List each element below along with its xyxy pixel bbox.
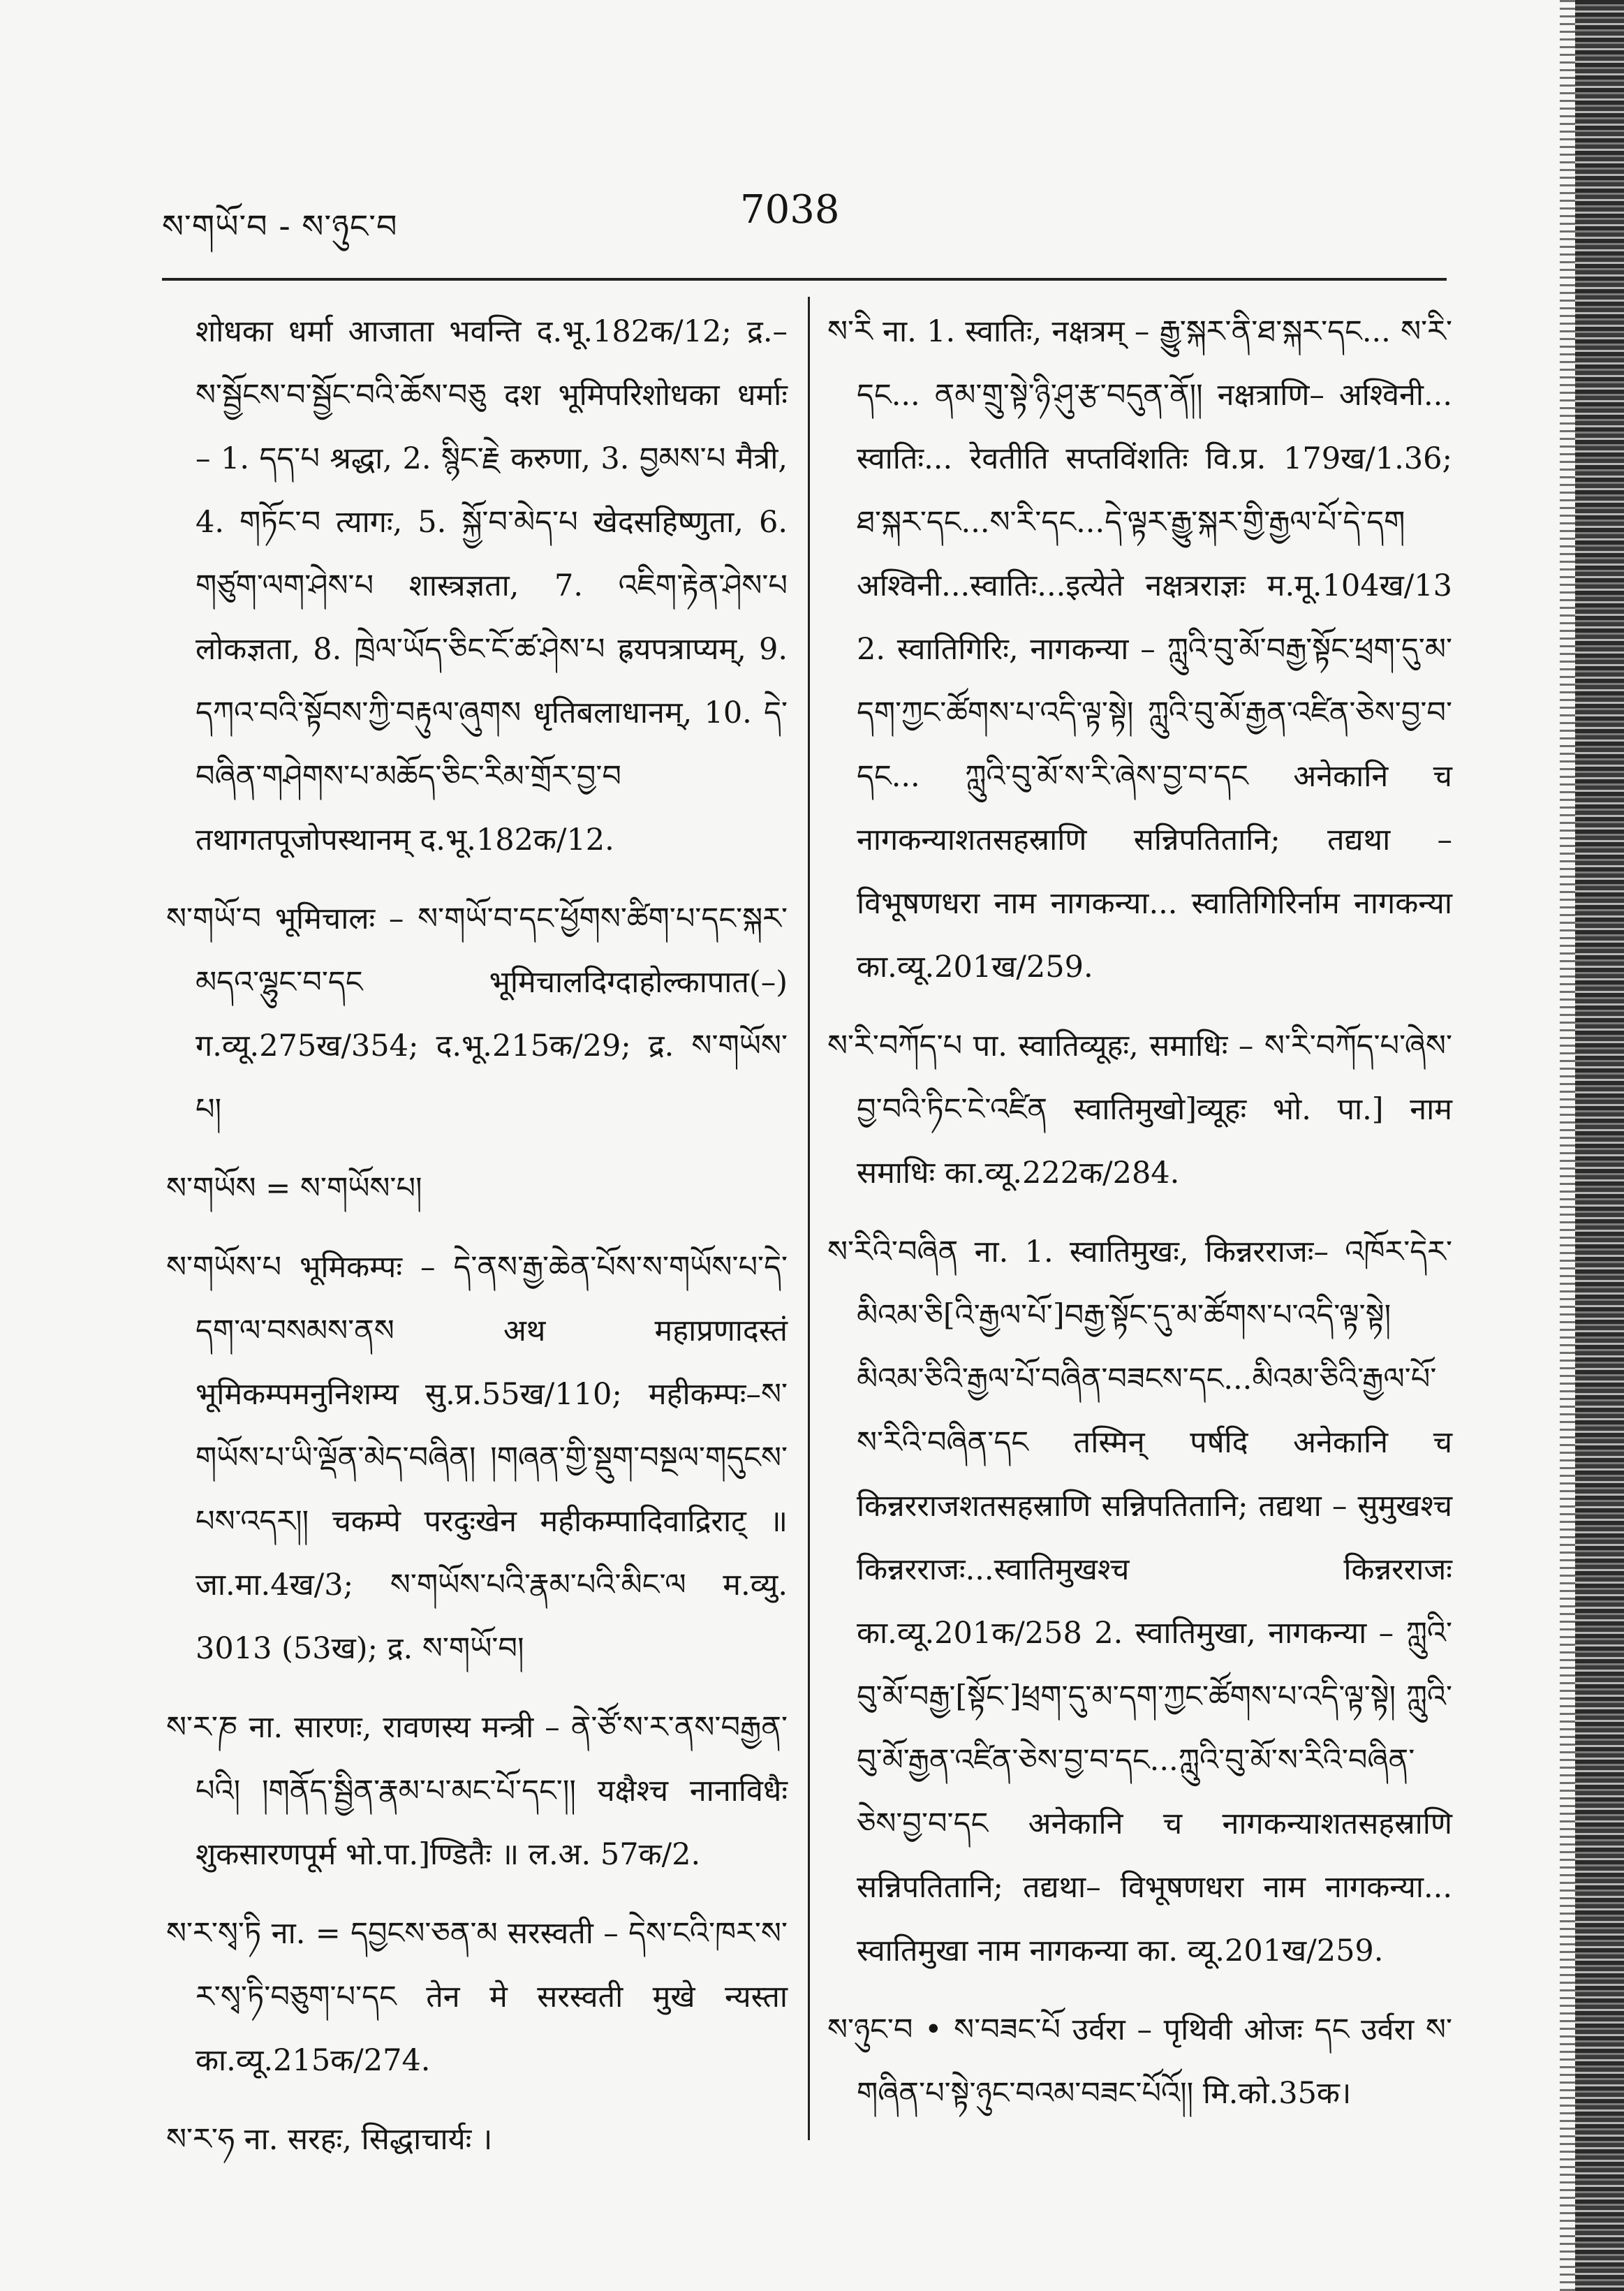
dictionary-entry: ས་གཡོ་བ भूमिचालः – ས་གཡོ་བ་དང་ཕྱོགས་ཚིག་པ་དང་སྐར་མདའ་ལྷུང་བ་དང भूमिचालदिग्दाहोल्कापात(–) ग.व्यू.275ख/354; द.भू.215क/29; द्र. ས་གཡོས་པ། <box>166 901 788 1127</box>
dictionary-entry: ས་རི་བཀོད་པ पा. स्वातिव्यूहः, समाधिः – ས་རི་བཀོད་པ་ཞེས་བྱ་བའི་ཏིང་ངེ་འཛིན स्वातिमुखो]व्यूहः भो. पा.] नाम समाधिः का.व्यू.222क/284. <box>827 1029 1452 1191</box>
dictionary-entry: ས་གཡོས = ས་གཡོས་པ། <box>166 1171 422 1206</box>
dictionary-entry: ས་ར་སྭ་ཏི ना. = དབྱངས་ཅན་མ सरस्वती – དེས་ངའི་ཁར་ས་ར་སྭ་ཏི་བཅུག་པ་དང तेन मे सरस्वती मुखे न्यस्ता का.व्यू.215क/274. <box>166 1916 788 2078</box>
dictionary-entry: ས་གཡོས་པ भूमिकम्पः – དེ་ནས་རྒྱ་ཆེན་པོས་ས་གཡོས་པ་དེ་དག་ལ་བསམས་ནས अथ महाप्रणादस्तं भूमिकम्पमनुनिशम्य सु.प्र.55ख/110; महीकम्पः–ས་གཡོས་པ་ཡི་ལྡོན་མེད་བཞིན། །གཞན་གྱི་སྡུག་བསྔལ་གདུངས་པས་འདར།། चकम्पे परदुःखेन महीकम्पादिवाद्रिराट् ॥ जा.मा.4ख/3; ས་གཡོས་པའི་རྣམ་པའི་མིང་ལ म.व्यु. 3013 (53ख); द्र. ས་གཡོ་བ། <box>166 1250 788 1666</box>
scan-edge <box>1575 0 1624 2291</box>
page-number: 7038 <box>740 187 840 233</box>
dictionary-entry: ས་ཉུང་བ • ས་བཟང་པོ उर्वरा – पृथिवी ओजः དང उर्वरा ས་གཞིན་པ་སྟེ་ཉུང་བའམ་བཟང་པོའོ།། मि.को.35क। <box>827 2012 1452 2111</box>
header-rule <box>162 278 1447 281</box>
left-column <box>166 300 788 2187</box>
dictionary-entry: ས་རི ना. 1. स्वातिः, नक्षत्रम् – རྒྱུ་སྐར་ནི་ཐ་སྐར་དང... ས་རི་དང... ནམ་གྲུ་སྟེ་ཉི་ཤུ་རྩ་བདུན་ནོ།། नक्षत्राणि– अश्विनी... स्वातिः... रेवतीति सप्तविंशतिः वि.प्र. 179ख/1.36; ཐ་སྐར་དང...ས་རི་དང...དེ་ལྟར་རྒྱུ་སྐར་གྱི་རྒྱལ་པོ་དེ་དག अश्विनी...स्वातिः...इत्येते नक्षत्रराज्ञः म.मू.104ख/13 2. स्वातिगिरिः, नागकन्या – ཀླུའི་བུ་མོ་བརྒྱ་སྟོང་ཕྲག་དུ་མ་དག་ཀྱང་ཚོགས་པ་འདི་ལྟ་སྟེ། ཀླུའི་བུ་མོ་རྒྱན་འཛིན་ཅེས་བྱ་བ་དང... ཀླུའི་བུ་མོ་ས་རི་ཞེས་བྱ་བ་དང अनेकानि च नागकन्याशतसहस्राणि सन्निपतितानि; तद्यथा – विभूषणधरा नाम नागकन्या... स्वातिगिरिर्नाम नागकन्या का.व्यू.201ख/259. <box>827 314 1452 985</box>
running-header: ས་གཡོ་བ - ས་ཉུང་བ <box>162 207 398 245</box>
dictionary-entry: ས་རིའི་བཞིན ना. 1. स्वातिमुखः, किन्नरराजः– འཁོར་དེར་མིའམ་ཅི[འི་རྒྱལ་པོ་]བརྒྱ་སྟོང་དུ་མ་ཚོགས་པ་འདི་ལྟ་སྟེ། མིའམ་ཅིའི་རྒྱལ་པོ་བཞིན་བཟངས་དང...མིའམ་ཅིའི་རྒྱལ་པོ་ས་རིའི་བཞིན་དང तस्मिन् पर्षदि अनेकानि च किन्नरराजशतसहस्राणि सन्निपतितानि; तद्यथा – सुमुखश्च किन्नरराजः...स्वातिमुखश्च किन्नरराजः का.व्यू.201क/258 2. स्वातिमुखा, नागकन्या – ཀླུའི་བུ་མོ་བརྒྱ་[སྟོང་]ཕྲག་དུ་མ་དག་ཀྱང་ཚོགས་པ་འདི་ལྟ་སྟེ། ཀླུའི་བུ་མོ་རྒྱན་འཛིན་ཅེས་བྱ་བ་དང...ཀླུའི་བུ་མོ་ས་རིའི་བཞིན་ཅེས་བྱ་བ་དང अनेकानि च नागकन्याशतसहस्राणि सन्निपतितानि; तद्यथा– विभूषणधरा नाम नागकन्या... स्वातिमुखा नाम नागकन्या का. व्यू.201ख/259. <box>827 1235 1452 1968</box>
column-divider <box>808 297 810 2140</box>
dictionary-entry: शोधका धर्मा आजाता भवन्ति द.भू.182क/12; द्र.– ས་སྦྱོངས་བ་སྦྱོང་བའི་ཆོས་བཅུ दश भूमिपरिशोधका धर्माः – 1. དད་པ श्रद्धा, 2. སྙིང་རྗེ करुणा, 3. བྱམས་པ मैत्री, 4. གཏོང་བ त्यागः, 5. སྐྱོ་བ་མེད་པ खेदसहिष्णुता, 6. གཙུག་ལག་ཤེས་པ शास्त्रज्ञता, 7. འཇིག་རྟེན་ཤེས་པ लोकज्ञता, 8. ཁྲེལ་ཡོད་ཅིང་ངོ་ཚ་ཤེས་པ ह्रयपत्राप्यम्, 9. དཀའ་བའི་སྟོབས་ཀྱི་བརྟུལ་ཞུགས धृतिबलाधानम्, 10. དེ་བཞིན་གཤེགས་པ་མཆོད་ཅིང་རིམ་གྲོར་བྱ་བ तथागतपूजोपस्थानम् द.भू.182क/12. <box>195 314 788 857</box>
right-column <box>827 300 1452 2141</box>
dictionary-entry: ས་ར་ཧ ना. सरहः, सिद्धाचार्यः । <box>166 2122 493 2157</box>
dictionary-entry: ས་ར་ཎ ना. सारणः, रावणस्य मन्त्री – ནེ་ཙོ་ས་ར་ནས་བརྒྱན་པའི། །གནོད་སྦྱིན་རྣམ་པ་མང་པོ་དང་།། यक्षैश्च नानाविधैः शुकसारणपूर्म भो.पा.]ण्डितैः ॥ ल.अ. 57क/2. <box>166 1710 788 1872</box>
